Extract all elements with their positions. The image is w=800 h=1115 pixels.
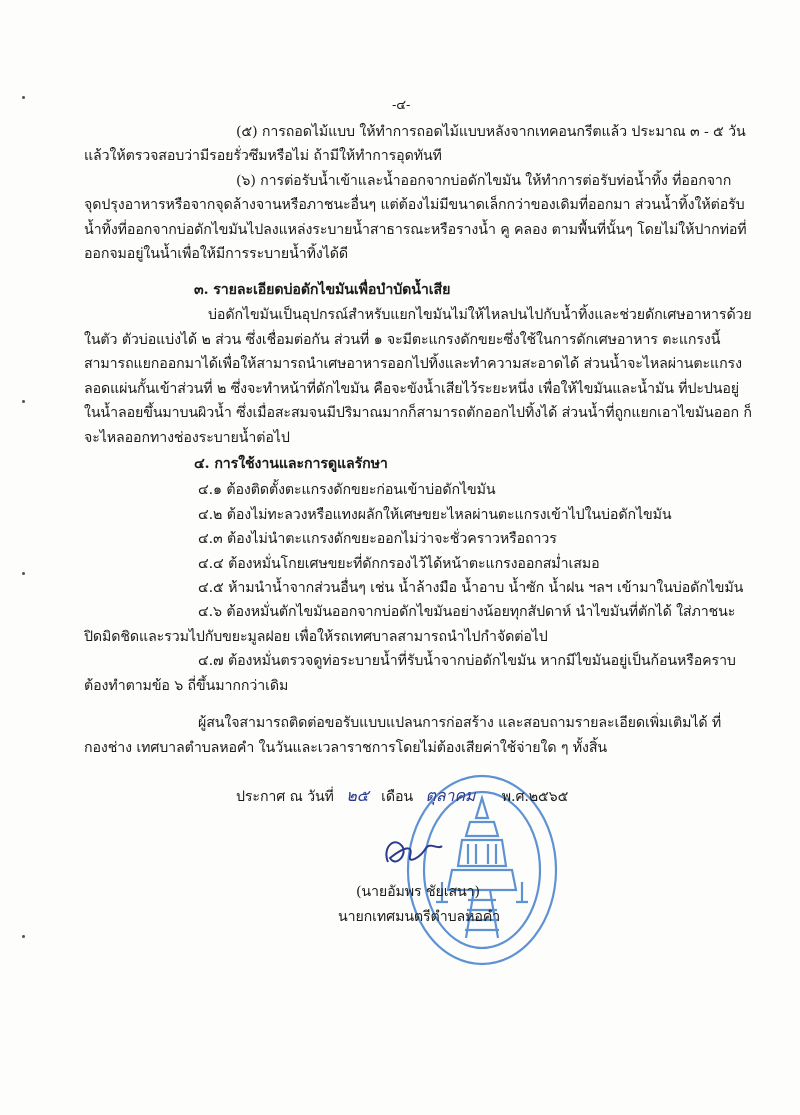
page-number: -๔- <box>392 98 411 113</box>
list-item: ๔.๓ ต้องไม่นำตะแกรงดักขยะออกไม่ว่าจะชั่วคราวหรือถาวร <box>198 531 557 547</box>
scan-speck <box>22 572 25 575</box>
announce-year: พ.ศ.๒๕๖๕ <box>501 789 569 805</box>
section-heading: ๔. การใช้งานและการดูแลรักษา <box>194 456 388 472</box>
list-item: ๔.๗ ต้องหมั่นตรวจดูท่อระบายน้ำที่รับน้ำจากบ่อดักไขมัน หากมีไขมันอยู่เป็นก้อนหรือคราบ <box>198 653 736 669</box>
signature <box>380 828 450 874</box>
paragraph-line: ในตัว ตัวบ่อแบ่งได้ ๒ ส่วน ซึ่งเชื่อมต่อกัน ส่วนที่ ๑ จะมีตะแกรงดักขยะซึ่งใช้ในการดักเศษอาหาร ตะแกรงนี้ <box>84 332 721 348</box>
paragraph-line: (๖) การต่อรับน้ำเข้าและน้ำออกจากบ่อดักไขมัน ให้ทำการต่อรับท่อน้ำทิ้ง ที่ออกจาก <box>236 173 732 189</box>
list-item: ๔.๒ ต้องไม่ทะลวงหรือแทงผลักให้เศษขยะไหลผ่านตะแกรงเข้าไปในบ่อดักไขมัน <box>198 507 672 523</box>
announce-day: ๒๕ <box>346 786 369 805</box>
announce-month: ตุลาคม <box>425 786 476 805</box>
paragraph-line: ออกจมอยู่ในน้ำเพื่อให้มีการระบายน้ำทิ้งได้ดี <box>84 246 348 262</box>
paragraph-line: สามารถแยกออกมาได้เพื่อให้สามารถนำเศษอาหารออกไปทิ้งและทำความสะอาดได้ ส่วนน้ำจะไหลผ่านตะแกรง <box>84 356 742 372</box>
scan-speck <box>22 935 25 938</box>
paragraph-line: น้ำทิ้งที่ออกจากบ่อดักไขมันไปลงแหล่งระบายน้ำสาธารณะหรือรางน้ำ คู คลอง ตามพื้นที่นั้นๆ โดยไม่ให้ปากท่อที่ <box>84 222 747 238</box>
paragraph-line: กองช่าง เทศบาลตำบลหอคำ ในวันและเวลาราชการโดยไม่ต้องเสียค่าใช้จ่ายใด ๆ ทั้งสิ้น <box>84 740 608 756</box>
paragraph-line: ผู้สนใจสามารถติดต่อขอรับแบบแปลนการก่อสร้าง และสอบถามรายละเอียดเพิ่มเติมได้ ที่ <box>198 715 722 731</box>
paragraph-line: บ่อดักไขมันเป็นอุปกรณ์สำหรับแยกไขมันไม่ให้ไหลปนไปกับน้ำทิ้งและช่วยดักเศษอาหารด้วย <box>208 307 752 323</box>
paragraph-line: ต้องทำตามข้อ ๖ ถี่ขึ้นมากกว่าเดิม <box>84 678 289 694</box>
paragraph-line: ปิดมิดชิดและรวมไปกับขยะมูลฝอย เพื่อให้รถเทศบาลสามารถนำไปกำจัดต่อไป <box>84 629 548 645</box>
list-item: ๔.๕ ห้ามนำน้ำจากส่วนอื่นๆ เช่น น้ำล้างมือ น้ำอาบ น้ำซัก น้ำฝน ฯลฯ เข้ามาในบ่อดักไขมัน <box>198 580 744 596</box>
announcement-date <box>236 786 568 807</box>
list-item: ๔.๖ ต้องหมั่นตักไขมันออกจากบ่อดักไขมันอย่างน้อยทุกสัปดาห์ นำไขมันที่ตักได้ ใส่ภาชนะ <box>198 604 736 620</box>
announce-prefix: ประกาศ ณ วันที่ <box>236 789 334 805</box>
paragraph-line: จุดปรุงอาหารหรือจากจุดล้างจานหรือภาชนะอื่นๆ แต่ต้องไม่มีขนาดเล็กกว่าของเดิมที่ออกมา ส่วนน้ำทิ้งให้ต่อรับ <box>84 197 745 213</box>
scan-speck <box>22 96 25 99</box>
scan-speck <box>22 400 25 403</box>
paragraph-line: ลอดแผ่นกั้นเข้าส่วนที่ ๒ ซึ่งจะทำหน้าที่ดักไขมัน คือจะขังน้ำเสียไว้ระยะหนึ่ง เพื่อให้ไขมันและน้ำมัน ที่ปะปนอยู่ <box>84 381 740 397</box>
list-item: ๔.๑ ต้องติดตั้งตะแกรงดักขยะก่อนเข้าบ่อดักไขมัน <box>198 482 496 498</box>
announce-month-label: เดือน <box>381 789 414 805</box>
paragraph-line: จะไหลออกทางช่องระบายน้ำต่อไป <box>84 430 290 446</box>
signer-name: (นายอัมพร ชัยเสนา) <box>356 884 480 900</box>
section-heading: ๓. รายละเอียดบ่อดักไขมันเพื่อบำบัดน้ำเสีย <box>194 282 451 298</box>
paragraph-line: ในน้ำลอยขึ้นมาบนผิวน้ำ ซึ่งเมื่อสะสมจนมีปริมาณมากก็สามารถตักออกไปทิ้งได้ ส่วนน้ำที่ถูกแยกเอาไขมันออก ก็ <box>84 405 752 421</box>
signer-title: นายกเทศมนตรีตำบลหอคำ <box>338 909 501 925</box>
paragraph-line: (๕) การถอดไม้แบบ ให้ทำการถอดไม้แบบหลังจากเทคอนกรีตแล้ว ประมาณ ๓ - ๕ วัน <box>236 124 746 140</box>
paragraph-line: แล้วให้ตรวจสอบว่ามีรอยรั่วซึมหรือไม่ ถ้ามีให้ทำการอุดทันที <box>84 148 442 164</box>
list-item: ๔.๔ ต้องหมั่นโกยเศษขยะที่ดักกรองไว้ได้หน้าตะแกรงออกสม่ำเสมอ <box>198 556 600 572</box>
